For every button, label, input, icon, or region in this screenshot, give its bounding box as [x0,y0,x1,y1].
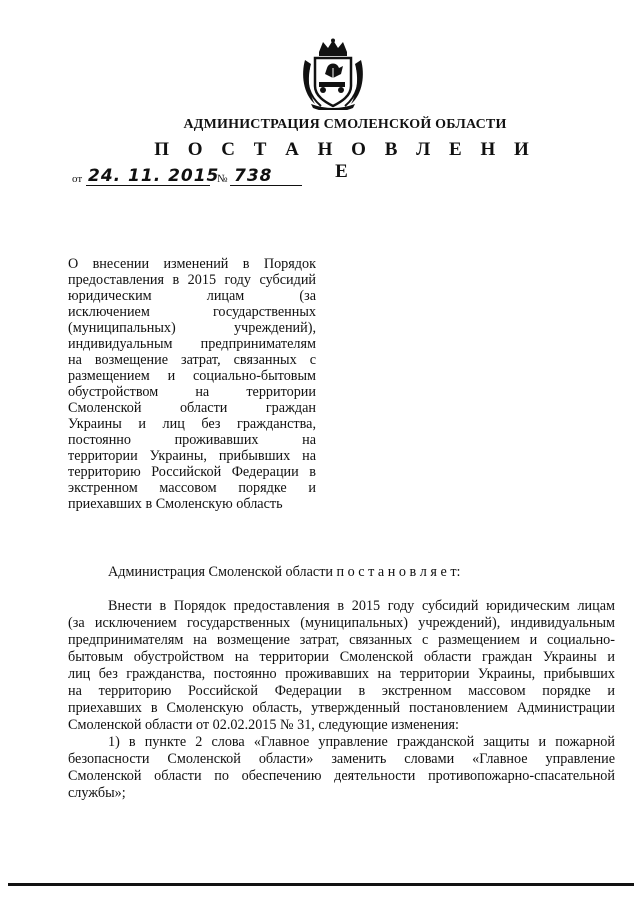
paragraph-line: лиц без гражданства, постоянно проживавших на территории Украины, прибывших [68,666,615,682]
number-underline [230,185,302,186]
paragraph-line: на территорию Российской Федерации в экстренном массовом порядке и [68,683,615,699]
main-paragraph [68,598,615,802]
date-underline [86,185,210,186]
subject-line: (муниципальных) учреждений), [68,320,316,336]
paragraph-line: Внести в Порядок предоставления в 2015 году субсидий юридическим лицам [108,598,615,614]
paragraph-line: предпринимателям на возмещение затрат, связанных с размещением и социально- [68,632,615,648]
subject-line: размещением и социально-бытовым [68,368,316,384]
organization-title: АДМИНИСТРАЦИЯ СМОЛЕНСКОЙ ОБЛАСТИ [183,117,507,132]
number-label: № [217,173,228,185]
handwritten-number: 738 [234,166,273,186]
subject-line: индивидуальным предпринимателям [68,336,316,352]
page-bottom-border [8,883,634,886]
date-number-line [72,166,312,188]
item-line: службы»; [68,785,126,801]
subject-line: Украины и лиц без гражданства, [68,416,316,432]
subject-line: экстренном массовом порядке и [68,480,316,496]
document-subject [68,256,316,512]
subject-line: юридическим лицам (за [68,288,316,304]
subject-line: приехавших в Смоленскую область [68,496,283,512]
paragraph-line: Смоленской области от 02.02.2015 № 31, следующие изменения: [68,717,459,733]
subject-line: О внесении изменений в Порядок [68,256,316,272]
paragraph-line: приехавших в Смоленскую область, утвержденный постановлением Администрации [68,700,615,716]
coat-of-arms-icon [299,38,367,110]
subject-line: исключением государственных [68,304,316,320]
subject-line: обустройством на территории [68,384,316,400]
item-line: 1) в пункте 2 слова «Главное управление гражданской защиты и пожарной [108,734,615,750]
subject-line: территорию Российской Федерации в [68,464,316,480]
paragraph-line: бытовым обустройством на территории Смоленской области граждан Украины и [68,649,615,665]
subject-line: предоставления в 2015 году субсидий [68,272,316,288]
document-type-title: П О С Т А Н О В Л Е Н И Е [154,139,536,182]
paragraph-line: (за исключением государственных (муниципальных) учреждений), индивидуальным [68,615,615,631]
handwritten-date: 24. 11. 2015 [88,166,220,186]
subject-line: на возмещение затрат, связанных с [68,352,316,368]
subject-line: постоянно проживавших на [68,432,316,448]
preamble-text: Администрация Смоленской области п о с т а н о в л я е т: [108,564,461,580]
date-from-label: от [72,173,83,185]
item-line: безопасности Смоленской области» заменить словами «Главное управление [68,751,615,767]
subject-line: территории Украины, прибывших на [68,448,316,464]
subject-line: Смоленской области граждан [68,400,316,416]
item-line: Смоленской области по обеспечению деятельности противопожарно-спасательной [68,768,615,784]
